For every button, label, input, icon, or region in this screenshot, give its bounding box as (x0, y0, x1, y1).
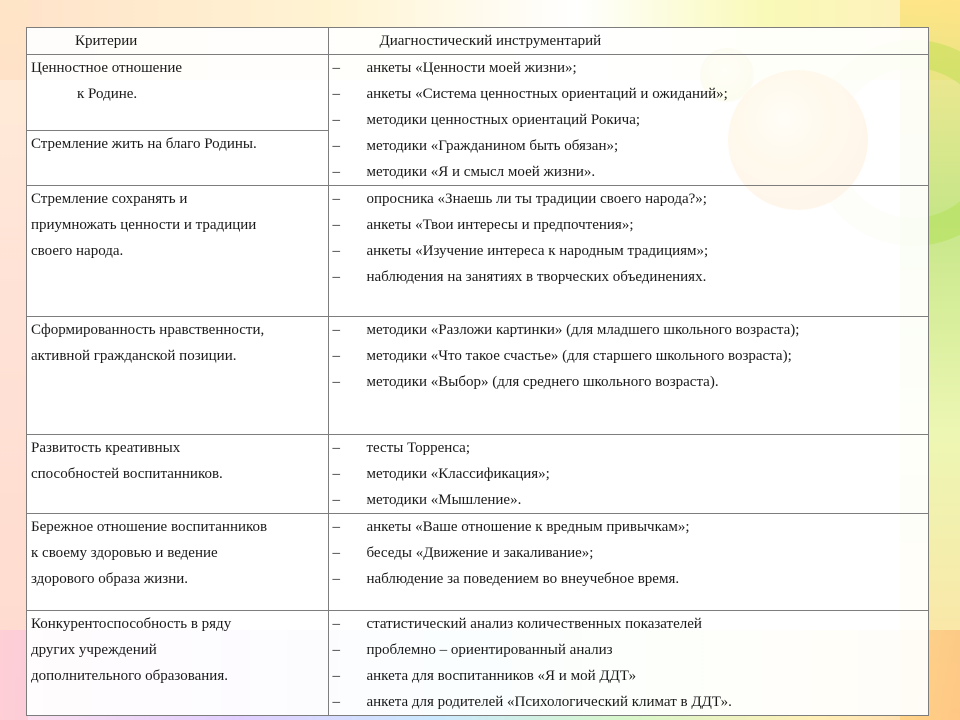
criterion-line: своего народа. (31, 243, 124, 259)
criterion-line: активной гражданской позиции. (31, 348, 237, 364)
table-header-row (27, 28, 929, 55)
list-item (329, 238, 928, 264)
list-item (329, 159, 928, 185)
dash-marker: – (332, 60, 340, 76)
dash-marker: – (332, 138, 340, 154)
list-item (329, 566, 928, 592)
dash-marker: – (332, 322, 340, 338)
criterion-line: Развитость креативных (31, 440, 181, 456)
list-item (329, 514, 928, 540)
criterion-line: способностей воспитанников. (31, 466, 223, 482)
list-item (329, 689, 928, 715)
criterion-cell (27, 435, 329, 514)
dash-marker: – (332, 348, 340, 364)
instrument-text: анкеты «Твои интересы и предпочтения»; (366, 217, 634, 233)
instrument-text: наблюдение за поведением во внеучебное время. (366, 571, 680, 587)
table-row (27, 55, 929, 131)
criterion-cell (27, 514, 329, 611)
dash-marker: – (332, 492, 340, 508)
instrument-text: методики «Выбор» (для среднего школьного возраста). (366, 374, 719, 390)
dash-marker: – (332, 217, 340, 233)
dash-marker: – (332, 616, 340, 632)
instrument-text: статистический анализ количественных показателей (366, 616, 702, 632)
dash-marker: – (332, 694, 340, 710)
dash-marker: – (332, 164, 340, 180)
list-item (329, 317, 928, 343)
list-item (329, 343, 928, 369)
list-item (329, 81, 928, 107)
criterion-line: приумножать ценности и традиции (31, 217, 257, 233)
dash-marker: – (332, 86, 340, 102)
instrument-list (329, 55, 928, 185)
header-criteria: Критерии (27, 28, 329, 55)
criterion-line: к своему здоровью и ведение (31, 545, 218, 561)
instrument-text: методики «Гражданином быть обязан»; (366, 138, 619, 154)
criterion-line: здорового образа жизни. (31, 571, 189, 587)
instrument-text: опросника «Знаешь ли ты традиции своего народа?»; (366, 191, 707, 207)
criterion-cell (27, 611, 329, 716)
instrument-list (329, 611, 928, 715)
dash-marker: – (332, 374, 340, 390)
criterion-line: Ценностное отношение (31, 60, 183, 76)
dash-marker: – (332, 668, 340, 684)
table-row (27, 435, 929, 514)
list-item (329, 369, 928, 395)
background-band-left (0, 0, 28, 720)
instrument-list (329, 317, 928, 395)
instrument-text: методики ценностных ориентаций Рокича; (366, 112, 641, 128)
dash-marker: – (332, 519, 340, 535)
criterion-cell (27, 55, 329, 131)
instrument-text: анкеты «Ваше отношение к вредным привычкам»; (366, 519, 690, 535)
instrument-cell (329, 611, 929, 716)
criterion-line: других учреждений (31, 642, 157, 658)
instrument-list (329, 186, 928, 290)
criterion-line: Стремление жить на благо Родины. (31, 135, 257, 152)
dash-marker: – (332, 191, 340, 207)
list-item (329, 212, 928, 238)
instrument-text: анкеты «Изучение интереса к народным традициям»; (366, 243, 709, 259)
list-item (329, 186, 928, 212)
table-row (27, 186, 929, 317)
instrument-text: беседы «Движение и закаливание»; (366, 545, 594, 561)
instrument-text: методики «Что такое счастье» (для старшего школьного возраста); (366, 348, 792, 364)
criterion-line: Бережное отношение воспитанников (31, 519, 268, 535)
criterion-line: Сформированность нравственности, (31, 322, 265, 338)
list-item (329, 133, 928, 159)
instrument-text: методики «Мышление». (366, 492, 522, 508)
instrument-text: анкета для родителей «Психологический климат в ДДТ». (366, 694, 732, 710)
list-item (329, 55, 928, 81)
criterion-cell (27, 186, 329, 317)
instrument-cell (329, 514, 929, 611)
criterion-line: Конкурентоспособность в ряду (31, 616, 232, 632)
instrument-list (329, 435, 928, 513)
instrument-text: проблемно – ориентированный анализ (366, 642, 613, 658)
list-item (329, 663, 928, 689)
criteria-table (26, 27, 929, 716)
list-item (329, 540, 928, 566)
criterion-cell (27, 317, 329, 435)
criterion-line: дополнительного образования. (31, 668, 228, 684)
instrument-text: анкеты «Ценности моей жизни»; (366, 60, 577, 76)
table-row (27, 514, 929, 611)
list-item (329, 264, 928, 290)
instrument-text: методики «Я и смысл моей жизни». (366, 164, 596, 180)
list-item (329, 107, 928, 133)
instrument-text: методики «Классификация»; (366, 466, 550, 482)
list-item (329, 461, 928, 487)
instrument-text: методики «Разложи картинки» (для младшего школьного возраста); (366, 322, 800, 338)
list-item (329, 637, 928, 663)
criterion-line: Стремление сохранять и (31, 191, 188, 207)
list-item (329, 487, 928, 513)
list-item (329, 611, 928, 637)
instrument-text: тесты Торренса; (366, 440, 470, 456)
dash-marker: – (332, 269, 340, 285)
instrument-list (329, 514, 928, 592)
list-item (329, 435, 928, 461)
instrument-text: анкеты «Система ценностных ориентаций и ожиданий»; (366, 86, 728, 102)
header-instruments: Диагностический инструментарий (329, 28, 929, 55)
instrument-cell (329, 317, 929, 435)
instrument-cell (329, 435, 929, 514)
dash-marker: – (332, 642, 340, 658)
dash-marker: – (332, 112, 340, 128)
table-row (27, 317, 929, 435)
dash-marker: – (332, 466, 340, 482)
dash-marker: – (332, 440, 340, 456)
instrument-text: анкета для воспитанников «Я и мой ДДТ» (366, 668, 637, 684)
dash-marker: – (332, 571, 340, 587)
instrument-cell (329, 55, 929, 186)
criterion-line: к Родине. (77, 86, 138, 102)
instrument-text: наблюдения на занятиях в творческих объединениях. (366, 269, 707, 285)
criterion-cell (27, 130, 329, 185)
table-row (27, 611, 929, 716)
dash-marker: – (332, 545, 340, 561)
dash-marker: – (332, 243, 340, 259)
instrument-cell (329, 186, 929, 317)
